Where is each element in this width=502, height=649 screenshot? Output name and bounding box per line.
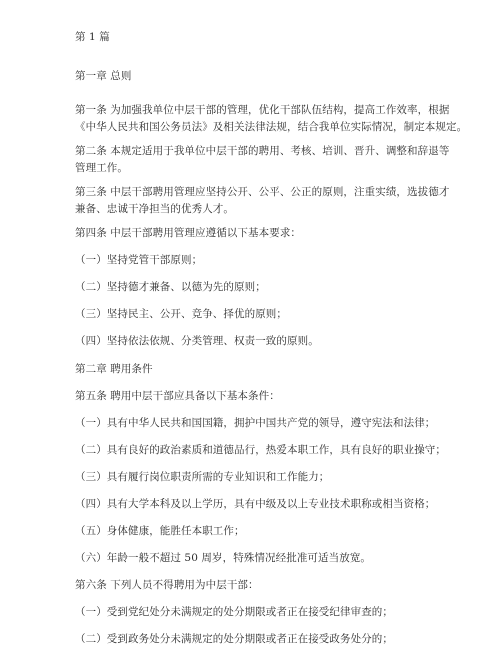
article-4-item-3: （三）坚持民主、公开、竞争、择优的原则； — [75, 308, 287, 320]
article-5-item-1: （一）具有中华人民共和国国籍，拥护中国共产党的领导，遵守宪法和法律； — [75, 417, 436, 429]
article-6-item-2: （二）受到政务处分未满规定的处分期限或者正在接受政务处分的； — [75, 633, 393, 645]
article-3-line-1: 第三条 中层干部聘用管理应坚持公开、公平、公正的原则，注重实绩，选拔德才 — [75, 186, 450, 198]
article-4-item-4: （四）坚持依法依规、分类管理、权责一致的原则。 — [75, 335, 319, 347]
article-5-item-2: （二）具有良好的政治素质和道德品行，热爱本职工作，具有良好的职业操守； — [75, 444, 446, 456]
article-1-line-1: 第一条 为加强我单位中层干部的管理，优化干部队伍结构，提高工作效率，根据 — [75, 104, 450, 116]
article-5-item-6: （六）年龄一般不超过 50 周岁，特殊情况经批准可适当放宽。 — [75, 552, 372, 564]
chapter-2-title: 第二章 聘用条件 — [75, 363, 153, 375]
article-1-line-2: 《中华人民共和国公务员法》及相关法律法规，结合我单位实际情况，制定本规定。 — [75, 121, 468, 133]
article-4-item-1: （一）坚持党管干部原则； — [75, 254, 203, 266]
article-5: 第五条 聘用中层干部应具备以下基本条件： — [75, 390, 280, 402]
chapter-1-title: 第一章 总则 — [75, 70, 132, 82]
article-6: 第六条 下列人员不得聘用为中层干部： — [75, 579, 259, 591]
article-3-line-2: 兼备、忠诚干净担当的优秀人才。 — [75, 203, 234, 215]
article-2-line-1: 第二条 本规定适用于我单位中层干部的聘用、考核、培训、晋升、调整和辞退等 — [75, 145, 450, 157]
article-5-item-4: （四）具有大学本科及以上学历，具有中级及以上专业技术职称或相当资格； — [75, 498, 436, 510]
document-heading: 第 1 篇 — [75, 31, 110, 43]
article-6-item-1: （一）受到党纪处分未满规定的处分期限或者正在接受纪律审查的； — [75, 606, 393, 618]
article-5-item-3: （三）具有履行岗位职责所需的专业知识和工作能力； — [75, 471, 330, 483]
article-2-line-2: 管理工作。 — [75, 162, 128, 174]
article-5-item-5: （五）身体健康，能胜任本职工作； — [75, 525, 245, 537]
article-4-item-2: （二）坚持德才兼备、以德为先的原则； — [75, 281, 266, 293]
article-4: 第四条 中层干部聘用管理应遵循以下基本要求： — [75, 227, 302, 239]
